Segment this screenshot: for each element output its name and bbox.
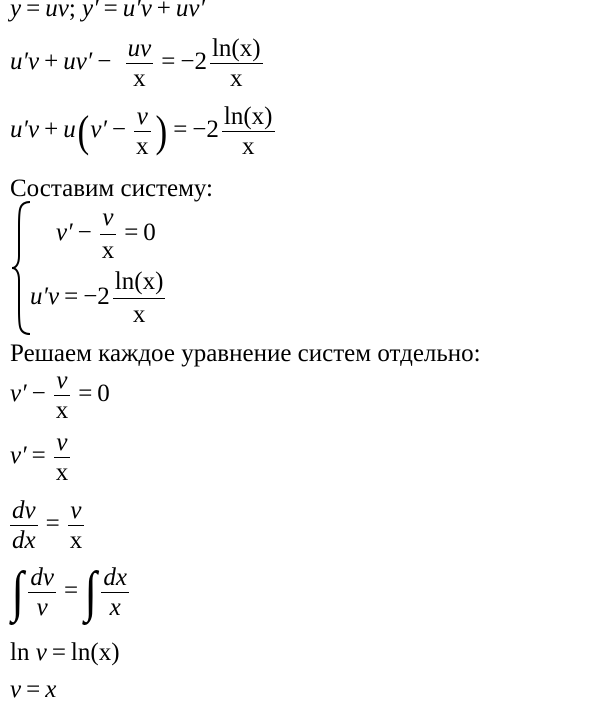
system-row-2: u′v = −2 $\frac{\ln(x)}{x}$ [30, 268, 164, 328]
fraction-v-over-x: $\frac{v}{x}$ [101, 204, 115, 264]
equation-step-6: v = x [10, 676, 57, 703]
integral-sign: ∫ [11, 561, 24, 623]
equation-grouped: u′v + u(v′ − $\frac{v}{x}$ ) = −2 $\frac{\ln(x)}{x}$ [10, 103, 273, 160]
right-paren: ) [154, 106, 167, 156]
equation-step-5: ln v = ln(x) [10, 639, 120, 666]
fraction-v-over-x: $\frac{v}{x}$ [69, 497, 83, 554]
text-compose-system: Составим систему: [10, 175, 214, 202]
fraction-ln-x-over-x: $\frac{\ln(x)}{x}$ [211, 35, 261, 92]
var-y-prime: y′ [82, 0, 99, 22]
equation-system [10, 200, 330, 336]
equation-step-4: ∫ $\frac{dv}{v}$ = ∫ $\frac{dx}{x}$ [11, 561, 128, 623]
equation-step-2: v′ = $\frac{v}{x}$ [10, 429, 69, 486]
fraction-v-over-x: $\frac{v}{x}$ [55, 429, 69, 486]
fraction-uv-over-x: $\frac{uv}{x}$ [127, 35, 152, 92]
curly-brace-icon [10, 200, 32, 336]
system-row-1: v′ − $\frac{v}{x}$ = 0 [56, 204, 156, 264]
integral-sign: ∫ [84, 561, 97, 623]
equation-expanded: u′v + uv′ − $\frac{uv}{x}$ = −2 $\frac{\ln(x)}{x}$ [10, 35, 261, 92]
equation-step-1: v′ − $\frac{v}{x}$ = 0 [10, 367, 110, 424]
fraction-v-over-x: $\frac{v}{x}$ [136, 103, 149, 160]
fraction-dv-over-v: $\frac{dv}{v}$ [30, 563, 54, 621]
fraction-ln-x-over-x: $\frac{\ln(x)}{x}$ [114, 268, 164, 328]
text-solve-each: Решаем каждое уравнение систем отдельно: [10, 340, 481, 367]
left-paren: ( [77, 106, 89, 156]
equation-step-3: $\frac{dv}{dx}$ = $\frac{v}{x}$ [12, 497, 83, 554]
fraction-v-over-x: $\frac{v}{x}$ [55, 367, 69, 424]
fraction-dx-over-x: $\frac{dx}{x}$ [103, 563, 128, 621]
fraction-ln-x-over-x: $\frac{\ln(x)}{x}$ [223, 103, 273, 160]
var-y: y [10, 0, 22, 22]
equation-substitution: y = uv; y′ = u′v + uv′ [10, 0, 205, 21]
fraction-dv-over-dx: $\frac{dv}{dx}$ [12, 497, 36, 554]
